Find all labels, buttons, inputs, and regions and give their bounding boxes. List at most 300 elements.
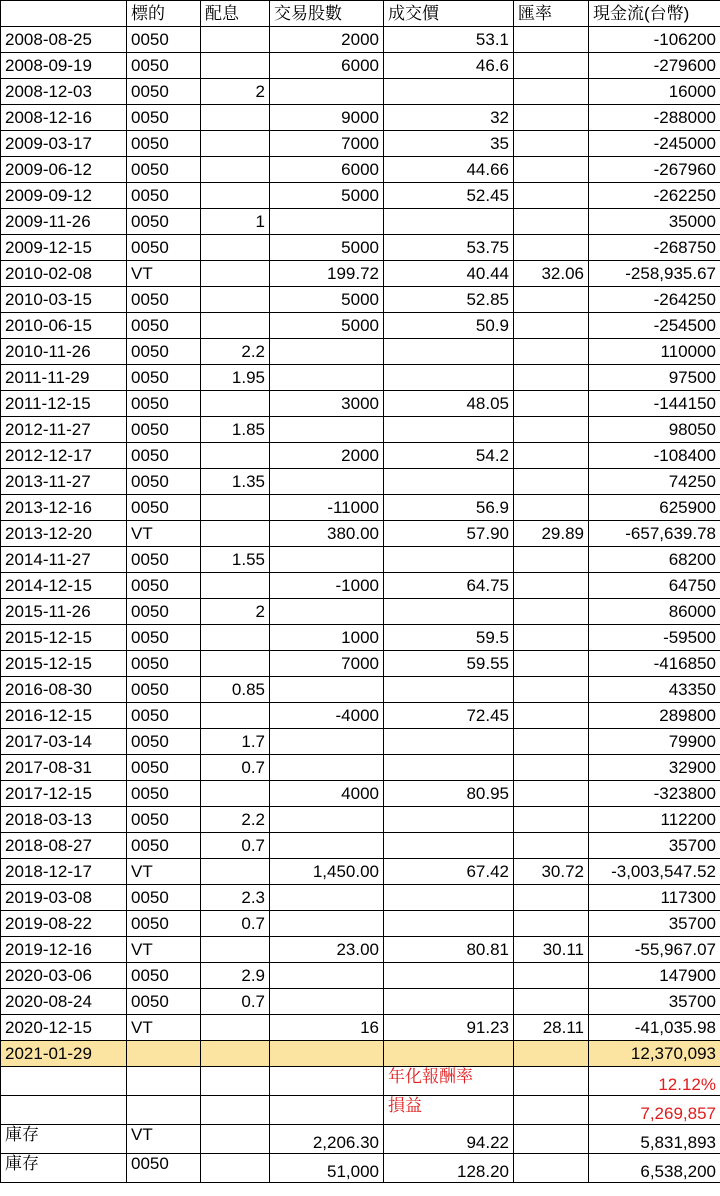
cell-shares [270, 807, 384, 833]
cell-cashflow: -416850 [589, 651, 720, 677]
table-row [1, 729, 720, 755]
cell-ticker: 0050 [127, 313, 201, 339]
cell-ticker: 0050 [127, 963, 201, 989]
cell-fx-rate [514, 781, 589, 807]
cell-price [384, 989, 514, 1015]
cell-dividend: 1.85 [201, 417, 270, 443]
cell-price: 54.2 [384, 443, 514, 469]
cell-shares: 4000 [270, 781, 384, 807]
cell-shares [270, 417, 384, 443]
cell-shares: 9000 [270, 105, 384, 131]
cell-price: 53.75 [384, 235, 514, 261]
cell-date: 2017-08-31 [1, 755, 127, 781]
cell-cashflow: 289800 [589, 703, 720, 729]
inventory-label: 庫存 [1, 1125, 127, 1154]
cell-shares [270, 729, 384, 755]
cell-fx-rate [514, 131, 589, 157]
cell-date: 2010-11-26 [1, 339, 127, 365]
cell-price: 32 [384, 105, 514, 131]
cell-date: 2011-11-29 [1, 365, 127, 391]
cell-fx-rate [514, 79, 589, 105]
cell-shares: 23.00 [270, 937, 384, 963]
cell-shares: 1000 [270, 625, 384, 651]
cell-fx-rate [514, 911, 589, 937]
cell-price: 48.05 [384, 391, 514, 417]
cell-dividend: 2.2 [201, 339, 270, 365]
cell-cashflow: 117300 [589, 885, 720, 911]
cell-cashflow: 68200 [589, 547, 720, 573]
cell-fx-rate [514, 365, 589, 391]
cell-fx-rate [514, 157, 589, 183]
cell-fx-rate [514, 443, 589, 469]
header-cashflow: 現金流(台幣) [589, 1, 720, 27]
cell-fx-rate: 32.06 [514, 261, 589, 287]
header-dividend: 配息 [201, 1, 270, 27]
cell-ticker: 0050 [127, 651, 201, 677]
cell-dividend: 2.9 [201, 963, 270, 989]
cell-shares: 7000 [270, 651, 384, 677]
table-row [1, 209, 720, 235]
cell-date: 2015-11-26 [1, 599, 127, 625]
table-row [1, 183, 720, 209]
cell-fx-rate [514, 547, 589, 573]
cell-ticker: VT [127, 859, 201, 885]
cell-dividend [201, 391, 270, 417]
cell-shares: 2000 [270, 27, 384, 53]
cell-cashflow: 625900 [589, 495, 720, 521]
cell-fx-rate [514, 469, 589, 495]
cell-shares: 16 [270, 1015, 384, 1041]
cell-shares [270, 911, 384, 937]
cell-shares [270, 469, 384, 495]
table-row [1, 755, 720, 781]
table-row [1, 937, 720, 963]
cell-fx-rate [514, 755, 589, 781]
cell-dividend: 0.7 [201, 911, 270, 937]
cell-fx-rate [514, 105, 589, 131]
table-row [1, 677, 720, 703]
cell-price [384, 807, 514, 833]
cell-cashflow: -3,003,547.52 [589, 859, 720, 885]
cell-dividend: 1.55 [201, 547, 270, 573]
cell-price [384, 885, 514, 911]
cell-ticker: 0050 [127, 183, 201, 209]
table-row [1, 521, 720, 547]
cell-date: 2014-12-15 [1, 573, 127, 599]
cell-shares: 1,450.00 [270, 859, 384, 885]
valuation-date: 2021-01-29 [1, 1041, 127, 1067]
cell-shares [270, 547, 384, 573]
cell-ticker: 0050 [127, 27, 201, 53]
cell-price: 67.42 [384, 859, 514, 885]
cell-date: 2017-03-14 [1, 729, 127, 755]
cell-fx-rate [514, 391, 589, 417]
cell-dividend: 0.7 [201, 989, 270, 1015]
cell-cashflow: -245000 [589, 131, 720, 157]
header-fx-rate: 匯率 [514, 1, 589, 27]
cell-cashflow: -288000 [589, 105, 720, 131]
cell-fx-rate [514, 53, 589, 79]
cell-date: 2014-11-27 [1, 547, 127, 573]
cell-date: 2010-03-15 [1, 287, 127, 313]
cell-fx-rate [514, 833, 589, 859]
cell-price: 59.55 [384, 651, 514, 677]
cell-cashflow: -254500 [589, 313, 720, 339]
cell-shares [270, 365, 384, 391]
cell-price: 72.45 [384, 703, 514, 729]
cell-ticker: 0050 [127, 911, 201, 937]
cell-shares: 5000 [270, 287, 384, 313]
cell-shares: 2000 [270, 443, 384, 469]
cell-dividend [201, 105, 270, 131]
annual-return-value: 12.12% [589, 1067, 720, 1096]
cell-fx-rate [514, 599, 589, 625]
cell-cashflow: -55,967.07 [589, 937, 720, 963]
cell-dividend: 0.7 [201, 833, 270, 859]
cell-shares [270, 677, 384, 703]
cell-ticker: 0050 [127, 547, 201, 573]
cell-price [384, 209, 514, 235]
cell-shares [270, 599, 384, 625]
cell-date: 2016-08-30 [1, 677, 127, 703]
cell-cashflow: -59500 [589, 625, 720, 651]
cell-ticker: 0050 [127, 807, 201, 833]
summary-section [1, 1041, 720, 1183]
cell-price: 46.6 [384, 53, 514, 79]
cell-shares: 5000 [270, 313, 384, 339]
cell-cashflow: -106200 [589, 27, 720, 53]
inventory-shares: 2,206.30 [270, 1125, 384, 1154]
cell-fx-rate [514, 989, 589, 1015]
profit-label: 損益 [384, 1096, 514, 1125]
cell-shares [270, 209, 384, 235]
cell-date: 2013-11-27 [1, 469, 127, 495]
cell-price: 91.23 [384, 1015, 514, 1041]
cell-fx-rate: 28.11 [514, 1015, 589, 1041]
cell-fx-rate [514, 495, 589, 521]
table-row [1, 911, 720, 937]
inventory-row-0050 [1, 1154, 720, 1183]
cell-date: 2018-08-27 [1, 833, 127, 859]
cell-date: 2015-12-15 [1, 651, 127, 677]
cell-cashflow: 97500 [589, 365, 720, 391]
cell-price [384, 339, 514, 365]
cell-dividend [201, 521, 270, 547]
cell-price: 50.9 [384, 313, 514, 339]
cell-date: 2015-12-15 [1, 625, 127, 651]
cell-dividend: 0.85 [201, 677, 270, 703]
cell-cashflow: -264250 [589, 287, 720, 313]
cell-dividend [201, 157, 270, 183]
cell-date: 2011-12-15 [1, 391, 127, 417]
cell-shares: 3000 [270, 391, 384, 417]
annual-return-label: 年化報酬率 [384, 1067, 514, 1096]
cell-dividend [201, 651, 270, 677]
cell-price [384, 963, 514, 989]
cell-cashflow: -657,639.78 [589, 521, 720, 547]
cell-ticker: 0050 [127, 833, 201, 859]
cell-ticker: 0050 [127, 53, 201, 79]
table-row [1, 573, 720, 599]
inventory-label: 庫存 [1, 1154, 127, 1183]
cell-shares: 5000 [270, 235, 384, 261]
inventory-value: 5,831,893 [589, 1125, 720, 1154]
cell-price [384, 365, 514, 391]
cell-price [384, 599, 514, 625]
cell-ticker: 0050 [127, 885, 201, 911]
table-row [1, 469, 720, 495]
cell-shares: -11000 [270, 495, 384, 521]
table-row [1, 105, 720, 131]
table-row [1, 53, 720, 79]
table-row [1, 859, 720, 885]
cell-cashflow: -268750 [589, 235, 720, 261]
cell-cashflow: 86000 [589, 599, 720, 625]
table-row [1, 79, 720, 105]
cell-price [384, 911, 514, 937]
inventory-ticker: 0050 [127, 1154, 201, 1183]
cell-dividend [201, 625, 270, 651]
cell-dividend [201, 937, 270, 963]
cell-shares: 5000 [270, 183, 384, 209]
header-row [1, 1, 720, 27]
cell-ticker: 0050 [127, 365, 201, 391]
cell-price [384, 417, 514, 443]
cell-price: 44.66 [384, 157, 514, 183]
valuation-cashflow: 12,370,093 [589, 1041, 720, 1067]
cell-date: 2019-12-16 [1, 937, 127, 963]
cell-dividend [201, 261, 270, 287]
cell-cashflow: 35000 [589, 209, 720, 235]
cell-shares: 6000 [270, 53, 384, 79]
cell-price: 35 [384, 131, 514, 157]
header-date [1, 1, 127, 27]
cell-dividend: 2.3 [201, 885, 270, 911]
annual-return-row [1, 1067, 720, 1096]
cell-date: 2020-08-24 [1, 989, 127, 1015]
cell-fx-rate [514, 313, 589, 339]
table-row [1, 963, 720, 989]
profit-row [1, 1096, 720, 1125]
cell-ticker: 0050 [127, 755, 201, 781]
cell-ticker: 0050 [127, 209, 201, 235]
table-row [1, 651, 720, 677]
cell-shares [270, 79, 384, 105]
cell-date: 2009-11-26 [1, 209, 127, 235]
cell-date: 2017-12-15 [1, 781, 127, 807]
cell-shares [270, 989, 384, 1015]
cell-fx-rate [514, 339, 589, 365]
inventory-row-vt [1, 1125, 720, 1154]
cell-dividend: 1.95 [201, 365, 270, 391]
cell-cashflow: 35700 [589, 911, 720, 937]
cell-ticker: VT [127, 1015, 201, 1041]
cell-date: 2019-03-08 [1, 885, 127, 911]
cell-date: 2020-03-06 [1, 963, 127, 989]
cell-fx-rate [514, 417, 589, 443]
cell-fx-rate [514, 807, 589, 833]
cell-dividend [201, 859, 270, 885]
cell-price: 40.44 [384, 261, 514, 287]
cell-price: 59.5 [384, 625, 514, 651]
cell-date: 2009-09-12 [1, 183, 127, 209]
cell-fx-rate [514, 703, 589, 729]
cell-date: 2010-06-15 [1, 313, 127, 339]
table-row [1, 417, 720, 443]
cell-dividend: 1.7 [201, 729, 270, 755]
cell-ticker: VT [127, 937, 201, 963]
cell-dividend [201, 183, 270, 209]
cell-fx-rate [514, 287, 589, 313]
table-row [1, 703, 720, 729]
cell-shares [270, 755, 384, 781]
table-row [1, 781, 720, 807]
valuation-row [1, 1041, 720, 1067]
cell-cashflow: 35700 [589, 833, 720, 859]
cell-ticker: 0050 [127, 79, 201, 105]
cell-cashflow: 79900 [589, 729, 720, 755]
cell-price: 80.81 [384, 937, 514, 963]
table-row [1, 287, 720, 313]
cell-dividend: 2 [201, 79, 270, 105]
cell-dividend [201, 703, 270, 729]
cell-ticker: VT [127, 261, 201, 287]
cell-date: 2008-12-16 [1, 105, 127, 131]
cell-dividend: 1 [201, 209, 270, 235]
cell-fx-rate [514, 235, 589, 261]
table-row [1, 599, 720, 625]
cell-ticker: 0050 [127, 625, 201, 651]
cell-ticker: 0050 [127, 443, 201, 469]
cell-dividend [201, 1015, 270, 1041]
cell-price: 80.95 [384, 781, 514, 807]
cell-price: 64.75 [384, 573, 514, 599]
cell-ticker: 0050 [127, 599, 201, 625]
cell-price: 53.1 [384, 27, 514, 53]
cell-fx-rate: 29.89 [514, 521, 589, 547]
cell-ticker: 0050 [127, 469, 201, 495]
cell-fx-rate [514, 183, 589, 209]
cell-price [384, 833, 514, 859]
inventory-shares: 51,000 [270, 1154, 384, 1183]
table-row [1, 365, 720, 391]
cell-fx-rate [514, 209, 589, 235]
cell-fx-rate [514, 729, 589, 755]
cell-dividend: 2 [201, 599, 270, 625]
cell-cashflow: 112200 [589, 807, 720, 833]
header-price: 成交價 [384, 1, 514, 27]
cell-price [384, 755, 514, 781]
cell-ticker: 0050 [127, 287, 201, 313]
cell-cashflow: -144150 [589, 391, 720, 417]
table-row [1, 157, 720, 183]
cell-ticker: 0050 [127, 157, 201, 183]
cell-ticker: VT [127, 521, 201, 547]
table-row [1, 339, 720, 365]
cell-dividend [201, 131, 270, 157]
cell-dividend [201, 781, 270, 807]
cell-date: 2012-12-17 [1, 443, 127, 469]
cell-date: 2009-12-15 [1, 235, 127, 261]
cell-fx-rate [514, 625, 589, 651]
inventory-price: 128.20 [384, 1154, 514, 1183]
table-row [1, 131, 720, 157]
inventory-ticker: VT [127, 1125, 201, 1154]
cell-dividend [201, 443, 270, 469]
cell-ticker: 0050 [127, 495, 201, 521]
table-row [1, 391, 720, 417]
cell-ticker: 0050 [127, 131, 201, 157]
cell-date: 2010-02-08 [1, 261, 127, 287]
header-ticker: 標的 [127, 1, 201, 27]
cell-shares [270, 885, 384, 911]
cell-fx-rate [514, 963, 589, 989]
cell-cashflow: 110000 [589, 339, 720, 365]
table-row [1, 1015, 720, 1041]
cell-date: 2013-12-16 [1, 495, 127, 521]
cell-dividend: 0.7 [201, 755, 270, 781]
cell-cashflow: 16000 [589, 79, 720, 105]
cell-ticker: 0050 [127, 391, 201, 417]
cell-date: 2016-12-15 [1, 703, 127, 729]
table-row [1, 625, 720, 651]
cell-date: 2009-06-12 [1, 157, 127, 183]
cell-ticker: 0050 [127, 781, 201, 807]
cell-dividend [201, 287, 270, 313]
cell-cashflow: -323800 [589, 781, 720, 807]
cell-ticker: 0050 [127, 573, 201, 599]
cell-cashflow: -262250 [589, 183, 720, 209]
cell-cashflow: -41,035.98 [589, 1015, 720, 1041]
cell-shares: -4000 [270, 703, 384, 729]
cell-cashflow: 35700 [589, 989, 720, 1015]
cell-shares: 380.00 [270, 521, 384, 547]
cell-fx-rate [514, 651, 589, 677]
cell-price: 56.9 [384, 495, 514, 521]
table-row [1, 313, 720, 339]
cell-shares: 199.72 [270, 261, 384, 287]
cell-ticker: 0050 [127, 105, 201, 131]
cell-cashflow: -279600 [589, 53, 720, 79]
cell-shares: 6000 [270, 157, 384, 183]
cell-cashflow: 74250 [589, 469, 720, 495]
cell-fx-rate: 30.72 [514, 859, 589, 885]
cell-date: 2008-12-03 [1, 79, 127, 105]
table-row [1, 27, 720, 53]
cell-price [384, 469, 514, 495]
cell-ticker: 0050 [127, 989, 201, 1015]
inventory-price: 94.22 [384, 1125, 514, 1154]
cell-dividend [201, 573, 270, 599]
cell-cashflow: 64750 [589, 573, 720, 599]
cell-cashflow: 43350 [589, 677, 720, 703]
cell-cashflow: -267960 [589, 157, 720, 183]
cell-date: 2019-08-22 [1, 911, 127, 937]
cell-ticker: 0050 [127, 703, 201, 729]
cell-dividend [201, 53, 270, 79]
table-row [1, 833, 720, 859]
inventory-value: 6,538,200 [589, 1154, 720, 1183]
table-row [1, 547, 720, 573]
cell-price [384, 729, 514, 755]
cell-price [384, 547, 514, 573]
cell-cashflow: 32900 [589, 755, 720, 781]
table-row [1, 235, 720, 261]
cell-fx-rate [514, 573, 589, 599]
cell-dividend [201, 313, 270, 339]
table-row [1, 989, 720, 1015]
cell-date: 2013-12-20 [1, 521, 127, 547]
